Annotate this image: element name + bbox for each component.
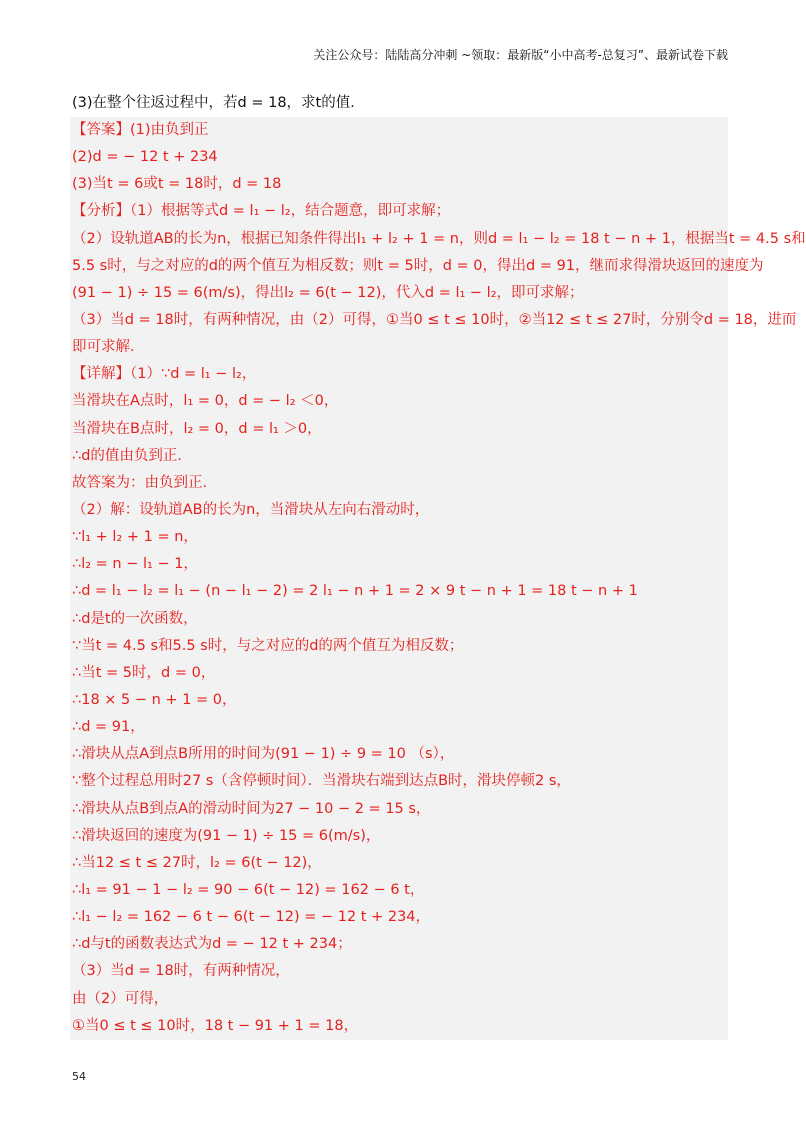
solution-line: (91 − 1) ÷ 15 = 6(m/s)，得出l₂ = 6(t − 12)，代入d = l₁ − l₂，即可求解； <box>72 284 584 301</box>
solution-line: 即可求解． <box>72 339 145 356</box>
page-number: 54 <box>72 1070 86 1083</box>
solution-line: ∵整个过程总用时27 s（含停顿时间）．当滑块右端到达点B时，滑块停顿2 s， <box>72 773 571 790</box>
solution-line: 【详解】（1）∵d = l₁ − l₂， <box>72 366 257 383</box>
solution-line: ∴当12 ≤ t ≤ 27时，l₂ = 6(t − 12)， <box>72 854 322 871</box>
solution-line: ∵l₁ + l₂ + 1 = n， <box>72 529 198 546</box>
solution-line: ∵当t = 4.5 s和5.5 s时，与之对应的d的两个值互为相反数； <box>72 637 464 654</box>
solution-line: （2）解：设轨道AB的长为n，当滑块从左向右滑动时， <box>72 501 430 518</box>
solution-line: 5.5 s时，与之对应的d的两个值互为相反数；则t = 5时，d = 0，得出d = 91，继而求得滑块返回的速度为 <box>72 257 764 274</box>
solution-line: ①当0 ≤ t ≤ 10时，18 t − 91 + 1 = 18， <box>72 1017 359 1034</box>
solution-line: ∴当t = 5时，d = 0， <box>72 664 216 681</box>
solution-line: ∴滑块从点B到点A的滑动时间为27 − 10 − 2 = 15 s， <box>72 800 431 817</box>
solution-block <box>70 117 806 1040</box>
solution-line: (3)当t = 6或t = 18时，d = 18 <box>72 176 282 193</box>
solution-line: ∴18 × 5 − n + 1 = 0， <box>72 691 237 708</box>
solution-line: ∴l₁ = 91 − 1 − l₂ = 90 − 6(t − 12) = 162 − 6 t， <box>72 881 425 898</box>
solution-line: 当滑块在A点时，l₁ = 0，d = − l₂ ＜0， <box>72 393 339 410</box>
solution-line: 【答案】(1)由负到正 <box>72 122 209 138</box>
solution-line: ∴滑块返回的速度为(91 − 1) ÷ 15 = 6(m/s)， <box>72 827 381 844</box>
solution-line: ∴l₁ − l₂ = 162 − 6 t − 6(t − 12) = − 12 t + 234， <box>72 909 431 926</box>
solution-line: ∴d的值由负到正． <box>72 447 192 464</box>
page-header: 关注公众号：陆陆高分冲刺 ~领取：最新版“小中高考-总复习”、最新试卷下载 <box>313 48 728 62</box>
solution-line: 当滑块在B点时，l₂ = 0，d = l₁ ＞0， <box>72 420 322 437</box>
solution-line: （3）当d = 18时，有两种情况， <box>72 963 290 980</box>
solution-line: ∴d = l₁ − l₂ = l₁ − (n − l₁ − 2) = 2 l₁ − n + 1 = 2 × 9 t − n + 1 = 18 t − n + 1 <box>72 583 638 600</box>
solution-line: ∴滑块从点A到点B所用的时间为(91 − 1) ÷ 9 = 10 （s）， <box>72 746 455 763</box>
solution-line: 【分析】（1）根据等式d = l₁ − l₂，结合题意，即可求解； <box>72 203 451 220</box>
solution-line: （3）当d = 18时，有两种情况，由（2）可得，①当0 ≤ t ≤ 10时，②当12 ≤ t ≤ 27时，分别令d = 18，进而 <box>72 311 797 328</box>
solution-line: ∴l₂ = n − l₁ − 1， <box>72 556 198 573</box>
solution-line: ∴d与t的函数表达式为d = − 12 t + 234； <box>72 936 352 953</box>
solution-line: 故答案为：由负到正． <box>72 474 217 491</box>
solution-line: ∴d是t的一次函数， <box>72 610 198 627</box>
question-part-3: (3)在整个往返过程中，若d = 18，求t的值． <box>72 95 365 111</box>
solution-line: （2）设轨道AB的长为n，根据已知条件得出l₁ + l₂ + 1 = n，则d = l₁ − l₂ = 18 t − n + 1，根据当t = 4.5 s和 <box>72 230 806 247</box>
solution-line: 由（2）可得， <box>72 990 169 1007</box>
solution-line: (2)d = − 12 t + 234 <box>72 149 218 166</box>
solution-line: ∴d = 91， <box>72 719 145 736</box>
